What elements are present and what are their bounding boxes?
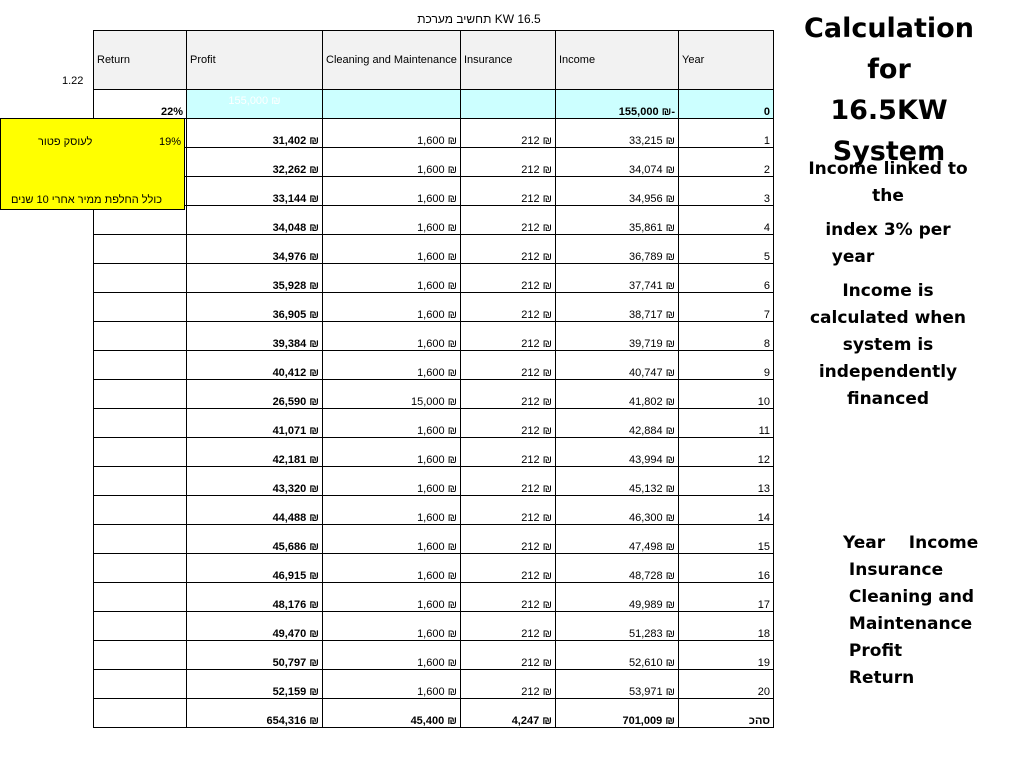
table-row [94, 293, 774, 322]
cell-year: 4 [679, 206, 774, 235]
cell-profit: 48,176 ₪ [187, 583, 323, 612]
return-blank-cell [94, 438, 187, 467]
cell-cleaning: 1,600 ₪ [323, 438, 461, 467]
cell-profit: 46,915 ₪ [187, 554, 323, 583]
total-cleaning: 45,400 ₪ [323, 699, 461, 728]
cell-profit: 45,686 ₪ [187, 525, 323, 554]
return-blank-cell [94, 293, 187, 322]
cell-income: 39,719 ₪ [556, 322, 679, 351]
cell-profit: 49,470 ₪ [187, 612, 323, 641]
cell-insurance: 212 ₪ [461, 264, 556, 293]
cell-insurance: 212 ₪ [461, 670, 556, 699]
cell-year: 7 [679, 293, 774, 322]
return-blank-cell [94, 699, 187, 728]
cell-year: 19 [679, 641, 774, 670]
cell-income: 35,861 ₪ [556, 206, 679, 235]
cell-profit: 40,412 ₪ [187, 351, 323, 380]
cell-year: 3 [679, 177, 774, 206]
return-blank-cell [94, 351, 187, 380]
cell-income: 41,802 ₪ [556, 380, 679, 409]
cell-cleaning: 1,600 ₪ [323, 177, 461, 206]
cell-cleaning: 15,000 ₪ [323, 380, 461, 409]
yellow-note-inverter: כולל החלפת ממיר אחרי 10 שנים [11, 194, 162, 206]
cell-income: 51,283 ₪ [556, 612, 679, 641]
cell-profit: 31,402 ₪ [187, 119, 323, 148]
table-row [94, 670, 774, 699]
note-financed: Income is calculated when system is independently financed [809, 281, 967, 409]
cell-profit: 35,928 ₪ [187, 264, 323, 293]
cell-income: 52,610 ₪ [556, 641, 679, 670]
cell-insurance: 212 ₪ [461, 409, 556, 438]
cell-insurance: 212 ₪ [461, 322, 556, 351]
header-year: Year [679, 31, 774, 90]
table-row [94, 351, 774, 380]
cell-year: 2 [679, 148, 774, 177]
total-insurance: 4,247 ₪ [461, 699, 556, 728]
cell-profit: 26,590 ₪ [187, 380, 323, 409]
cell-profit: 43,320 ₪ [187, 467, 323, 496]
cell-profit: 52,159 ₪ [187, 670, 323, 699]
cell-cleaning: 1,600 ₪ [323, 264, 461, 293]
investment-year: 0 [679, 90, 774, 119]
header-profit: Profit [187, 31, 323, 90]
cell-income: 53,971 ₪ [556, 670, 679, 699]
cell-cleaning: 1,600 ₪ [323, 206, 461, 235]
cell-income: 40,747 ₪ [556, 351, 679, 380]
cell-year: 20 [679, 670, 774, 699]
table-row [94, 235, 774, 264]
header-return: Return [94, 31, 187, 90]
table-row [94, 148, 774, 177]
yellow-note-box [0, 118, 185, 210]
table-row [94, 322, 774, 351]
investment-profit: 155,000 ₪ [187, 90, 323, 119]
return-blank-cell [94, 496, 187, 525]
cell-cleaning: 1,600 ₪ [323, 496, 461, 525]
cell-cleaning: 1,600 ₪ [323, 525, 461, 554]
return-blank-cell [94, 467, 187, 496]
cell-profit: 32,262 ₪ [187, 148, 323, 177]
cell-cleaning: 1,600 ₪ [323, 467, 461, 496]
cell-insurance: 212 ₪ [461, 438, 556, 467]
return-blank-cell [94, 235, 187, 264]
cell-income: 48,728 ₪ [556, 554, 679, 583]
cell-insurance: 212 ₪ [461, 380, 556, 409]
cell-profit: 39,384 ₪ [187, 322, 323, 351]
yellow-note-percent: 19% [158, 136, 181, 148]
cell-profit: 41,071 ₪ [187, 409, 323, 438]
cell-cleaning: 1,600 ₪ [323, 641, 461, 670]
table-row [94, 380, 774, 409]
cell-income: 43,994 ₪ [556, 438, 679, 467]
cell-year: 11 [679, 409, 774, 438]
cell-insurance: 212 ₪ [461, 525, 556, 554]
header-cleaning: Cleaning and Maintenance [323, 31, 461, 90]
cell-insurance: 212 ₪ [461, 206, 556, 235]
cell-year: 17 [679, 583, 774, 612]
cell-cleaning: 1,600 ₪ [323, 554, 461, 583]
cell-cleaning: 1,600 ₪ [323, 293, 461, 322]
cell-cleaning: 1,600 ₪ [323, 148, 461, 177]
table-row [94, 119, 774, 148]
total-profit: 654,316 ₪ [187, 699, 323, 728]
cell-cleaning: 1,600 ₪ [323, 583, 461, 612]
cell-insurance: 212 ₪ [461, 351, 556, 380]
cell-cleaning: 1,600 ₪ [323, 119, 461, 148]
cell-profit: 34,976 ₪ [187, 235, 323, 264]
return-blank-cell [94, 264, 187, 293]
cell-year: 14 [679, 496, 774, 525]
cell-year: 8 [679, 322, 774, 351]
note-income-linked: Income linked to the [808, 159, 968, 206]
cell-profit: 44,488 ₪ [187, 496, 323, 525]
investment-income: 155,000 ₪- [556, 90, 679, 119]
cell-cleaning: 1,600 ₪ [323, 409, 461, 438]
table-row [94, 467, 774, 496]
cell-year: 6 [679, 264, 774, 293]
cell-income: 47,498 ₪ [556, 525, 679, 554]
cell-year: 18 [679, 612, 774, 641]
return-blank-cell [94, 525, 187, 554]
note-index: index 3% per year [825, 220, 951, 267]
return-blank-cell [94, 583, 187, 612]
cell-profit: 50,797 ₪ [187, 641, 323, 670]
cell-insurance: 212 ₪ [461, 148, 556, 177]
return-blank-cell [94, 612, 187, 641]
cell-income: 42,884 ₪ [556, 409, 679, 438]
return-blank-cell [94, 554, 187, 583]
cell-insurance: 212 ₪ [461, 177, 556, 206]
cell-year: 12 [679, 438, 774, 467]
cell-year: 5 [679, 235, 774, 264]
cell-insurance: 212 ₪ [461, 293, 556, 322]
investment-row [94, 90, 774, 119]
calculation-table [93, 30, 774, 728]
table-row [94, 409, 774, 438]
cell-insurance: 212 ₪ [461, 612, 556, 641]
table-row [94, 612, 774, 641]
cell-insurance: 212 ₪ [461, 467, 556, 496]
cell-income: 34,074 ₪ [556, 148, 679, 177]
table-row [94, 525, 774, 554]
return-blank-cell [94, 670, 187, 699]
left-factor-value: 1.22 [62, 75, 84, 87]
investment-insurance [461, 90, 556, 119]
cell-insurance: 212 ₪ [461, 641, 556, 670]
cell-profit: 42,181 ₪ [187, 438, 323, 467]
return-value: 22% [94, 90, 187, 119]
return-blank-cell [94, 409, 187, 438]
totals-row [94, 699, 774, 728]
cell-year: 15 [679, 525, 774, 554]
cell-cleaning: 1,600 ₪ [323, 670, 461, 699]
table-row [94, 177, 774, 206]
cell-insurance: 212 ₪ [461, 496, 556, 525]
cell-insurance: 212 ₪ [461, 583, 556, 612]
header-insurance: Insurance [461, 31, 556, 90]
return-blank-cell [94, 380, 187, 409]
cell-income: 46,300 ₪ [556, 496, 679, 525]
cell-income: 49,989 ₪ [556, 583, 679, 612]
table-row [94, 496, 774, 525]
table-row [94, 641, 774, 670]
total-year: סהכ [679, 699, 774, 728]
cell-insurance: 212 ₪ [461, 554, 556, 583]
return-blank-cell [94, 322, 187, 351]
cell-cleaning: 1,600 ₪ [323, 235, 461, 264]
return-blank-cell [94, 641, 187, 670]
total-income: 701,009 ₪ [556, 699, 679, 728]
cell-year: 9 [679, 351, 774, 380]
cell-profit: 33,144 ₪ [187, 177, 323, 206]
cell-insurance: 212 ₪ [461, 119, 556, 148]
yellow-note-label: לעוסק פטור [38, 136, 93, 148]
cell-profit: 34,048 ₪ [187, 206, 323, 235]
cell-cleaning: 1,600 ₪ [323, 322, 461, 351]
cell-income: 37,741 ₪ [556, 264, 679, 293]
cell-insurance: 212 ₪ [461, 235, 556, 264]
table-row [94, 554, 774, 583]
cell-income: 38,717 ₪ [556, 293, 679, 322]
cell-year: 1 [679, 119, 774, 148]
slide-title: Calculation for 16.5KW System [804, 13, 974, 167]
cell-income: 34,956 ₪ [556, 177, 679, 206]
cell-income: 36,789 ₪ [556, 235, 679, 264]
table-header-row [94, 31, 774, 90]
cell-income: 33,215 ₪ [556, 119, 679, 148]
table-row [94, 264, 774, 293]
sheet-title: KW 16.5 תחשיב מערכת [417, 12, 541, 26]
cell-cleaning: 1,600 ₪ [323, 351, 461, 380]
column-legend: Year Income Insurance Cleaning and Maintenance Profit Return [843, 533, 979, 688]
table-row [94, 438, 774, 467]
investment-cleaning [323, 90, 461, 119]
cell-year: 10 [679, 380, 774, 409]
cell-income: 45,132 ₪ [556, 467, 679, 496]
table-row [94, 206, 774, 235]
header-income: Income [556, 31, 679, 90]
cell-year: 16 [679, 554, 774, 583]
cell-cleaning: 1,600 ₪ [323, 612, 461, 641]
cell-profit: 36,905 ₪ [187, 293, 323, 322]
table-row [94, 583, 774, 612]
cell-year: 13 [679, 467, 774, 496]
